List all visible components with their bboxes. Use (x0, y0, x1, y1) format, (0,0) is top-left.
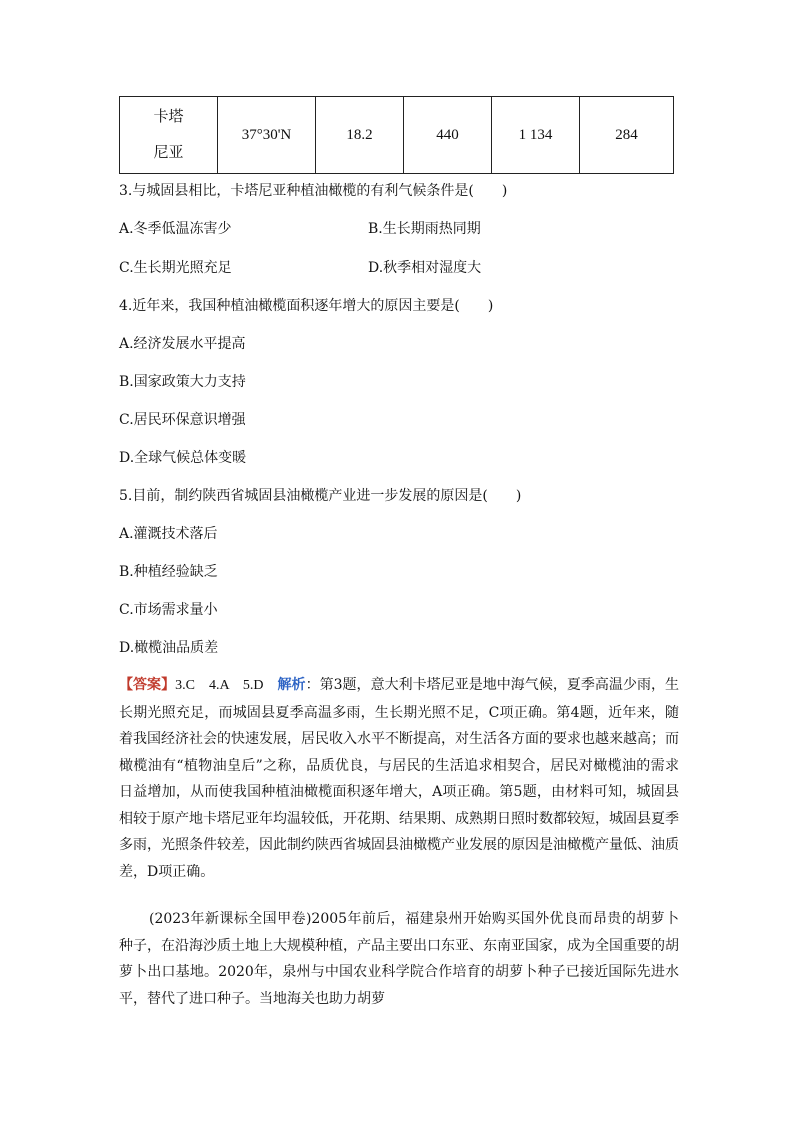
table-cell-place (120, 97, 218, 174)
material-passage: (2023年新课标全国甲卷)2005年前后，福建泉州开始购买国外优良而昂贵的胡萝卜种子，在沿海沙质土地上大规模种植，产品主要出口东亚、东南亚国家，成为全国重要的胡萝卜出口基地。2020年，泉州与中国农业科学院合作培育的胡萝卜种子已接近国际先进水平，替代了进口种子。当地海关也助力胡萝 (119, 911, 679, 1007)
answer-keys: 3.C 4.A 5.D (175, 678, 278, 693)
question-3-option-d: D.秋季相对湿度大 (368, 260, 482, 276)
question-5-option-a: A.灌溉技术落后 (119, 526, 218, 542)
question-5-option-c: C.市场需求量小 (119, 602, 218, 618)
table-cell-value-2: 440 (404, 97, 492, 174)
place-line-1: 卡塔 (153, 109, 184, 125)
explanation-label: 解析 (277, 677, 306, 693)
explanation-text: ：第3题，意大利卡塔尼亚是地中海气候，夏季高温少雨，生长期光照充足，而城固县夏季高温多雨，生长期光照不足，C项正确。第4题，近年来，随着我国经济社会的快速发展，居民收入水平不断提高，对生活各方面的要求也越来越高；而橄榄油有“植物油皇后”之称，品质优良，与居民的生活追求相契合，居民对橄榄油的需求日益增加，从而使我国种植油橄榄面积逐年增大，A项正确。第5题，由材料可知，城固县相较于原产地卡塔尼亚年均温较低，开花期、结果期、成熟期日照时数都较短，城固县夏季多雨，光照条件较差，因此制约陕西省城固县油橄榄产业发展的原因是油橄榄产量低、油质差，D项正确。 (119, 677, 680, 880)
question-3-stem: 3.与城固县相比，卡塔尼亚种植油橄榄的有利气候条件是( ) (119, 183, 508, 199)
question-3-option-b: B.生长期雨热同期 (368, 221, 481, 237)
table-cell-value-4: 284 (580, 97, 674, 174)
question-4-stem: 4.近年来，我国种植油橄榄面积逐年增大的原因主要是( ) (119, 298, 494, 314)
question-5-option-d: D.橄榄油品质差 (119, 640, 219, 656)
question-5-option-b: B.种植经验缺乏 (119, 564, 218, 580)
table-row (120, 97, 674, 174)
question-4-option-a: A.经济发展水平提高 (119, 336, 246, 352)
question-4-option-d: D.全球气候总体变暖 (119, 450, 247, 466)
answer-tag: 【答案】 (119, 677, 176, 693)
question-4-option-c: C.居民环保意识增强 (119, 412, 246, 428)
table-cell-latitude: 37°30'N (218, 97, 316, 174)
question-4-option-b: B.国家政策大力支持 (119, 374, 246, 390)
table-cell-value-1: 18.2 (316, 97, 404, 174)
place-line-2: 尼亚 (153, 145, 184, 161)
climate-data-table (119, 96, 674, 174)
question-3-option-a: A.冬季低温冻害少 (119, 221, 232, 237)
question-3-option-c: C.生长期光照充足 (119, 260, 232, 276)
table-cell-value-3: 1 134 (492, 97, 580, 174)
question-5-stem: 5.目前，制约陕西省城固县油橄榄产业进一步发展的原因是( ) (119, 488, 522, 504)
answer-explanation (119, 672, 679, 885)
